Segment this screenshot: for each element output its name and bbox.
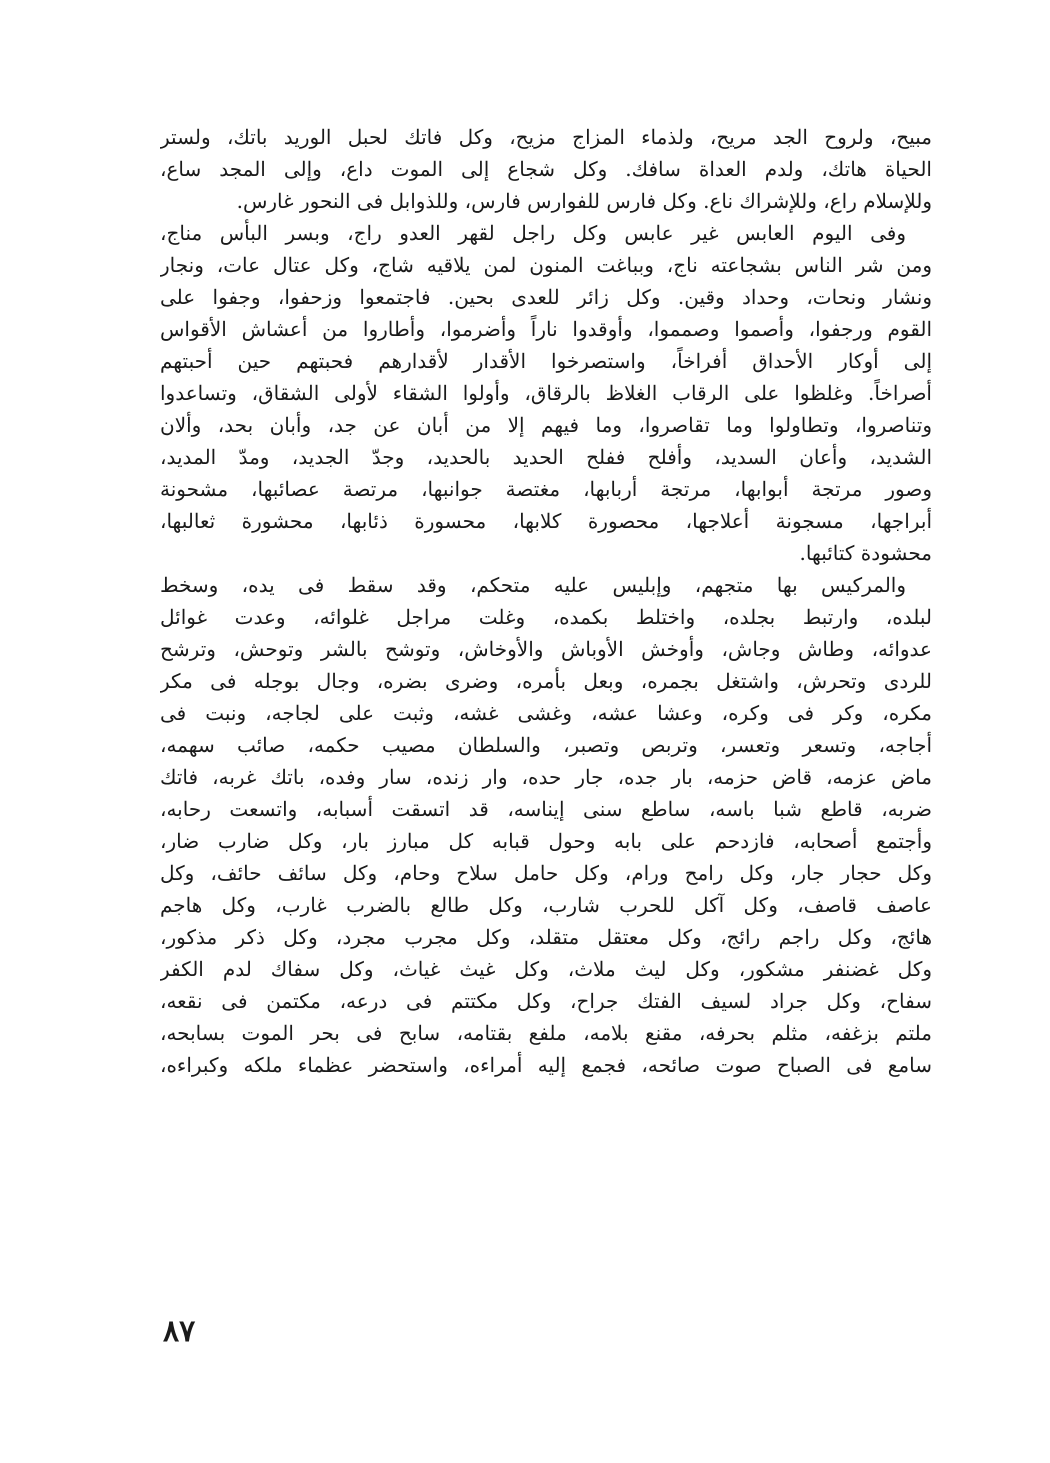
text-line: ونشار ونحات، وحداد وقين. وكل زائر للعدى بحين. فاجتمعوا وزحفوا، وجفوا على (160, 285, 932, 309)
text-line: للردى وتحرش، واشتغل بجمره، وبعل بأمره، وضرى بضره، وجال بوجله فى مكر (160, 669, 932, 693)
page-number: ٨٧ (163, 1314, 196, 1349)
text-line: وصور مرتجة أبوابها، مرتجة أربابها، مغتصة جوانبها، مرتصة عصائبها، مشحونة (160, 477, 932, 501)
text-line: وأجتمع أصحابه، فازدحم على بابه وحول قبابه كل مبارز بار، وكل ضارب ضار، (160, 829, 932, 853)
text-line: ملتم بزغفه، مثلم بحرفه، مقنع بلامه، ملفع بقتامه، سابح فى بحر الموت بسابحه، (160, 1021, 932, 1045)
text-line: أبراجها، مسجونة أعلاجها، محصورة كلابها، محسورة ذئابها، محشورة ثعالبها، (160, 509, 932, 533)
text-line: عاصف قاصف، وكل آكل للحرب شارب، وكل طالع بالضرب غارب، وكل هاجم (160, 893, 932, 917)
text-line: مكره، وكر فى وكره، وعشا عشه، وغشى غشه، وثبت على لجاجه، ونبت فى (160, 701, 932, 725)
text-line: وللإسلام راع، وللإشراك ناع. وكل فارس للفوارس فارس، وللذوابل فى النحور غارس. (236, 189, 932, 213)
text-line: وكل غضنفر مشكور، وكل ليث ملاث، وكل غيث غياث، وكل سفاك لدم الكفر (160, 957, 932, 981)
text-line: ضربه، قاطع شبا باسه، ساطع سنى إيناسه، قد اتسقت أسبابه، واتسعت رحابه، (160, 797, 932, 821)
text-line: هائج، وكل راجم رائج، وكل معتقل متقلد، وكل مجرب مجرد، وكل ذكر مذكور، (160, 925, 932, 949)
text-line: لبلده، وارتبط بجلده، واختلط بكمده، وغلت مراجل غلوائه، وعدت غوائل (160, 605, 932, 629)
text-line: وتناصروا، وتطاولوا وما تقاصروا، وما فيهم إلا من أبان عن جد، وأبان بحد، وألان (160, 413, 932, 437)
text-line: سفاح، وكل جراد لسيف الفتك جراح، وكل مكتتم فى درعه، مكتمن فى نقعه، (160, 989, 932, 1013)
text-line: عدوائه، وطاش وجاش، وأوخش الأوباش والأوخاش، وتوشح بالشر وتوحش، وترشح (160, 637, 932, 661)
text-line: إلى أوكار الأحداق أفراخاً، واستصرخوا الأقدار لأقدارهم فحبتهم حين أحبتهم (160, 349, 932, 373)
text-line: مبيح، ولروح الجد مريح، ولذماء المزاج مزيح، وكل فاتك لحبل الوريد باتك، ولستر (160, 125, 932, 149)
text-line: محشودة كتائبها. (799, 541, 932, 565)
body-text (160, 121, 932, 1081)
text-line: أجاجه، وتسعر وتعسر، وتربص وتصبر، والسلطان مصيب حكمه، صائب سهمه، (160, 733, 932, 757)
text-line: ومن شر الناس بشجاعته ناج، وبباغت المنون لمن يلاقيه شاج، وكل عتال عات، ونجار (160, 253, 932, 277)
text-line: الحياة هاتك، ولدم العداة سافك. وكل شجاع إلى الموت داع، وإلى المجد ساع، (160, 157, 932, 181)
text-line: والمركيس بها متجهم، وإبليس عليه متحكم، وقد سقط فى يده، وسخط (160, 573, 906, 597)
text-line: ماض عزمه، قاض حزمه، بار جده، جار حده، وار زنده، سار وفده، باتك غربه، فاتك (160, 765, 932, 789)
text-line: وكل حجار جار، وكل رامح ورام، وكل حامل سلاح وحام، وكل سائف حائف، وكل (160, 861, 932, 885)
text-line: سامع فى الصباح صوت صائحه، فجمع إليه أمراءه، واستحضر عظماء ملكه وكبراءه، (160, 1053, 932, 1077)
text-line: أصراخاً. وغلظوا على الرقاب الغلاظ بالرقاق، وأولوا الشقاء لأولى الشقاق، وتساعدوا (160, 381, 932, 405)
text-line: الشديد، وأعان السديد، وأفلح ففلح الحديد بالحديد، وجدّ الجديد، ومدّ المديد، (160, 445, 932, 469)
text-line: القوم ورجفوا، وأصموا وصمموا، وأوقدوا ناراً وأضرموا، وأطاروا من أعشاش الأقواس (160, 317, 932, 341)
text-line: وفى اليوم العابس غير عابس وكل راجل لقهر العدو راج، وبسر البأس مناج، (160, 221, 906, 245)
